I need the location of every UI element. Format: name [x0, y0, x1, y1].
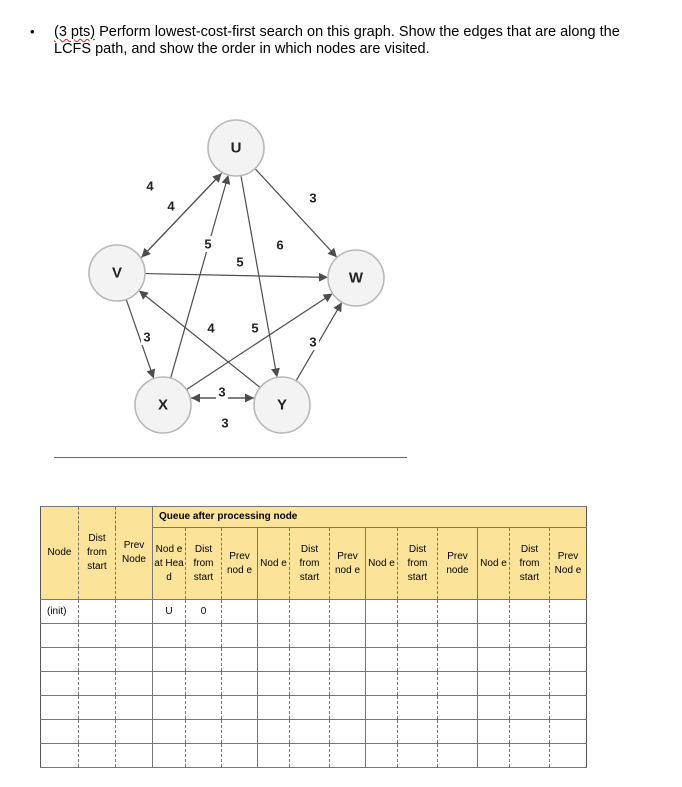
table-cell[interactable]: [258, 672, 290, 696]
table-cell[interactable]: [330, 720, 366, 744]
table-cell[interactable]: [478, 648, 510, 672]
edge-y-v: [140, 291, 260, 387]
header-queue-prev-2: Prev nod e: [330, 528, 366, 600]
header-queue-dist-3: Dist from start: [398, 528, 438, 600]
table-cell[interactable]: [79, 696, 116, 720]
init-dist: 0: [186, 600, 222, 624]
table-cell[interactable]: [222, 600, 258, 624]
table-cell[interactable]: [290, 696, 330, 720]
table-cell[interactable]: [222, 624, 258, 648]
table-cell[interactable]: [222, 672, 258, 696]
table-cell[interactable]: [41, 624, 79, 648]
table-cell[interactable]: [438, 672, 478, 696]
edge-v-w: [145, 274, 327, 278]
node-u: [208, 120, 264, 176]
edge-weight-v-w: 5: [236, 254, 244, 270]
table-cell[interactable]: [366, 648, 398, 672]
table-cell[interactable]: [153, 744, 186, 768]
edge-weight-u-w: 3: [309, 190, 317, 206]
table-cell[interactable]: [510, 744, 550, 768]
table-cell[interactable]: [79, 648, 116, 672]
header-node-at-head: Nod e at Hea d: [153, 528, 186, 600]
edge-weight-x-u: 5: [204, 236, 212, 252]
table-cell[interactable]: [290, 744, 330, 768]
table-cell[interactable]: [330, 648, 366, 672]
node-y: [254, 377, 310, 433]
table-row: [41, 720, 587, 744]
table-cell[interactable]: [550, 648, 587, 672]
table-cell[interactable]: [222, 720, 258, 744]
table-cell[interactable]: [438, 648, 478, 672]
table-cell[interactable]: [550, 600, 587, 624]
init-label: (init): [41, 600, 79, 624]
table-cell[interactable]: [186, 672, 222, 696]
table-cell[interactable]: [153, 720, 186, 744]
table-cell[interactable]: [398, 600, 438, 624]
table-cell[interactable]: [116, 720, 153, 744]
node-label: X: [157, 396, 169, 414]
bullet-point: •: [30, 24, 35, 39]
table-cell[interactable]: [330, 744, 366, 768]
table-cell[interactable]: [438, 720, 478, 744]
divider-line: [54, 457, 407, 458]
header-queue-node-4: Nod e: [478, 528, 510, 600]
table-cell[interactable]: [438, 600, 478, 624]
table-cell[interactable]: [79, 672, 116, 696]
edge-weight-y-w: 3: [309, 334, 317, 350]
table-cell[interactable]: [79, 744, 116, 768]
node-label: V: [111, 264, 123, 282]
table-cell[interactable]: [258, 600, 290, 624]
header-queue-dist-4: Dist from start: [510, 528, 550, 600]
table-cell[interactable]: [290, 600, 330, 624]
table-cell[interactable]: [398, 648, 438, 672]
table-cell[interactable]: [366, 672, 398, 696]
table-cell[interactable]: [366, 600, 398, 624]
table-cell[interactable]: [478, 720, 510, 744]
table-cell[interactable]: [550, 720, 587, 744]
table-cell[interactable]: [116, 672, 153, 696]
table-cell[interactable]: [510, 672, 550, 696]
table-cell[interactable]: [116, 624, 153, 648]
table-cell[interactable]: [510, 648, 550, 672]
table-cell[interactable]: [510, 624, 550, 648]
table-cell[interactable]: [366, 720, 398, 744]
table-cell[interactable]: [41, 648, 79, 672]
header-queue-node-3: Nod e: [366, 528, 398, 600]
table-cell[interactable]: [330, 672, 366, 696]
table-cell[interactable]: [398, 720, 438, 744]
table-cell[interactable]: [290, 624, 330, 648]
table-cell[interactable]: [550, 624, 587, 648]
table-cell[interactable]: [258, 624, 290, 648]
queue-heading: Queue after processing node: [153, 507, 587, 528]
table-cell[interactable]: [222, 744, 258, 768]
table-cell[interactable]: [116, 648, 153, 672]
table-cell[interactable]: [366, 744, 398, 768]
table-cell[interactable]: [438, 696, 478, 720]
edge-weight-y-x: 3: [221, 415, 229, 431]
table-cell[interactable]: [330, 696, 366, 720]
table-cell[interactable]: [258, 696, 290, 720]
table-header-top: [41, 507, 587, 528]
edge-x-u: [171, 176, 228, 378]
table-cell[interactable]: [153, 624, 186, 648]
table-cell[interactable]: [186, 696, 222, 720]
edge-weight-x-w: 4: [207, 320, 215, 336]
table-cell[interactable]: [510, 600, 550, 624]
table-cell[interactable]: [116, 744, 153, 768]
table-cell[interactable]: [438, 744, 478, 768]
init-node-at-head: U: [153, 600, 186, 624]
table-cell[interactable]: [186, 624, 222, 648]
points-label: (3 pts): [54, 24, 96, 40]
table-cell[interactable]: [398, 744, 438, 768]
table-cell[interactable]: [79, 600, 116, 624]
header-queue-node-2: Nod e: [258, 528, 290, 600]
node-label: W: [348, 269, 364, 287]
node-x: [135, 377, 191, 433]
edge-weight-x-y: 3: [218, 384, 226, 400]
table-cell[interactable]: [186, 648, 222, 672]
table-cell[interactable]: [41, 672, 79, 696]
header-queue-prev-3: Prev node: [438, 528, 478, 600]
table-cell[interactable]: [478, 624, 510, 648]
table-cell[interactable]: [258, 744, 290, 768]
header-node: Node: [41, 507, 79, 600]
table-cell[interactable]: [478, 696, 510, 720]
header-queue-dist-1: Dist from start: [186, 528, 222, 600]
table-cell[interactable]: [550, 744, 587, 768]
header-queue-prev-4: Prev Nod e: [550, 528, 587, 600]
table-cell[interactable]: [258, 648, 290, 672]
table-cell[interactable]: [366, 624, 398, 648]
table-cell[interactable]: [290, 720, 330, 744]
table-cell[interactable]: [186, 744, 222, 768]
table-cell[interactable]: [186, 720, 222, 744]
queue-table: [40, 506, 587, 768]
table-cell[interactable]: [550, 696, 587, 720]
node-label: Y: [276, 396, 288, 414]
edge-weight-u-v: 4: [146, 178, 154, 194]
table-cell[interactable]: [290, 648, 330, 672]
question-body: Perform lowest-cost-first search on this graph. Show the edges that are along the LCFS path, and show the order in which nodes are visited.: [54, 24, 620, 57]
table-cell[interactable]: [398, 672, 438, 696]
table-cell[interactable]: [153, 648, 186, 672]
header-dist-from-start: Dist from start: [79, 507, 116, 600]
table-cell[interactable]: [510, 720, 550, 744]
edge-weight-y-v: 5: [251, 320, 259, 336]
table-row: [41, 696, 587, 720]
table-cell[interactable]: [153, 696, 186, 720]
table-cell[interactable]: [478, 672, 510, 696]
node-w: [328, 250, 384, 306]
table-cell[interactable]: [222, 648, 258, 672]
table-row-init: [41, 600, 587, 624]
table-cell[interactable]: [41, 720, 79, 744]
table-row: [41, 624, 587, 648]
edge-weight-v-u: 4: [167, 198, 175, 214]
node-v: [89, 245, 145, 301]
table-cell[interactable]: [116, 696, 153, 720]
blank-rows: [41, 624, 587, 768]
table-cell[interactable]: [550, 672, 587, 696]
table-cell[interactable]: [398, 696, 438, 720]
table-cell[interactable]: [153, 672, 186, 696]
table-cell[interactable]: [398, 624, 438, 648]
table-row: [41, 672, 587, 696]
table-cell[interactable]: [438, 624, 478, 648]
header-prev-node: Prev Node: [116, 507, 153, 600]
table-cell[interactable]: [478, 744, 510, 768]
node-label: U: [230, 139, 242, 157]
header-queue-prev-1: Prev nod e: [222, 528, 258, 600]
table-cell[interactable]: [258, 720, 290, 744]
table-cell[interactable]: [330, 600, 366, 624]
table-cell[interactable]: [478, 600, 510, 624]
table-cell[interactable]: [79, 720, 116, 744]
table-cell[interactable]: [330, 624, 366, 648]
table-cell[interactable]: [510, 696, 550, 720]
table-row: [41, 648, 587, 672]
table-cell[interactable]: [290, 672, 330, 696]
table-cell[interactable]: [41, 696, 79, 720]
table-cell[interactable]: [116, 600, 153, 624]
header-queue-dist-2: Dist from start: [290, 528, 330, 600]
table-cell[interactable]: [41, 744, 79, 768]
edge-weight-v-x: 3: [143, 329, 151, 345]
edge-weight-u-y: 6: [276, 237, 284, 253]
edge-u-w: [255, 169, 336, 257]
table-row: [41, 744, 587, 768]
table-cell[interactable]: [79, 624, 116, 648]
table-cell[interactable]: [222, 696, 258, 720]
table-cell[interactable]: [366, 696, 398, 720]
